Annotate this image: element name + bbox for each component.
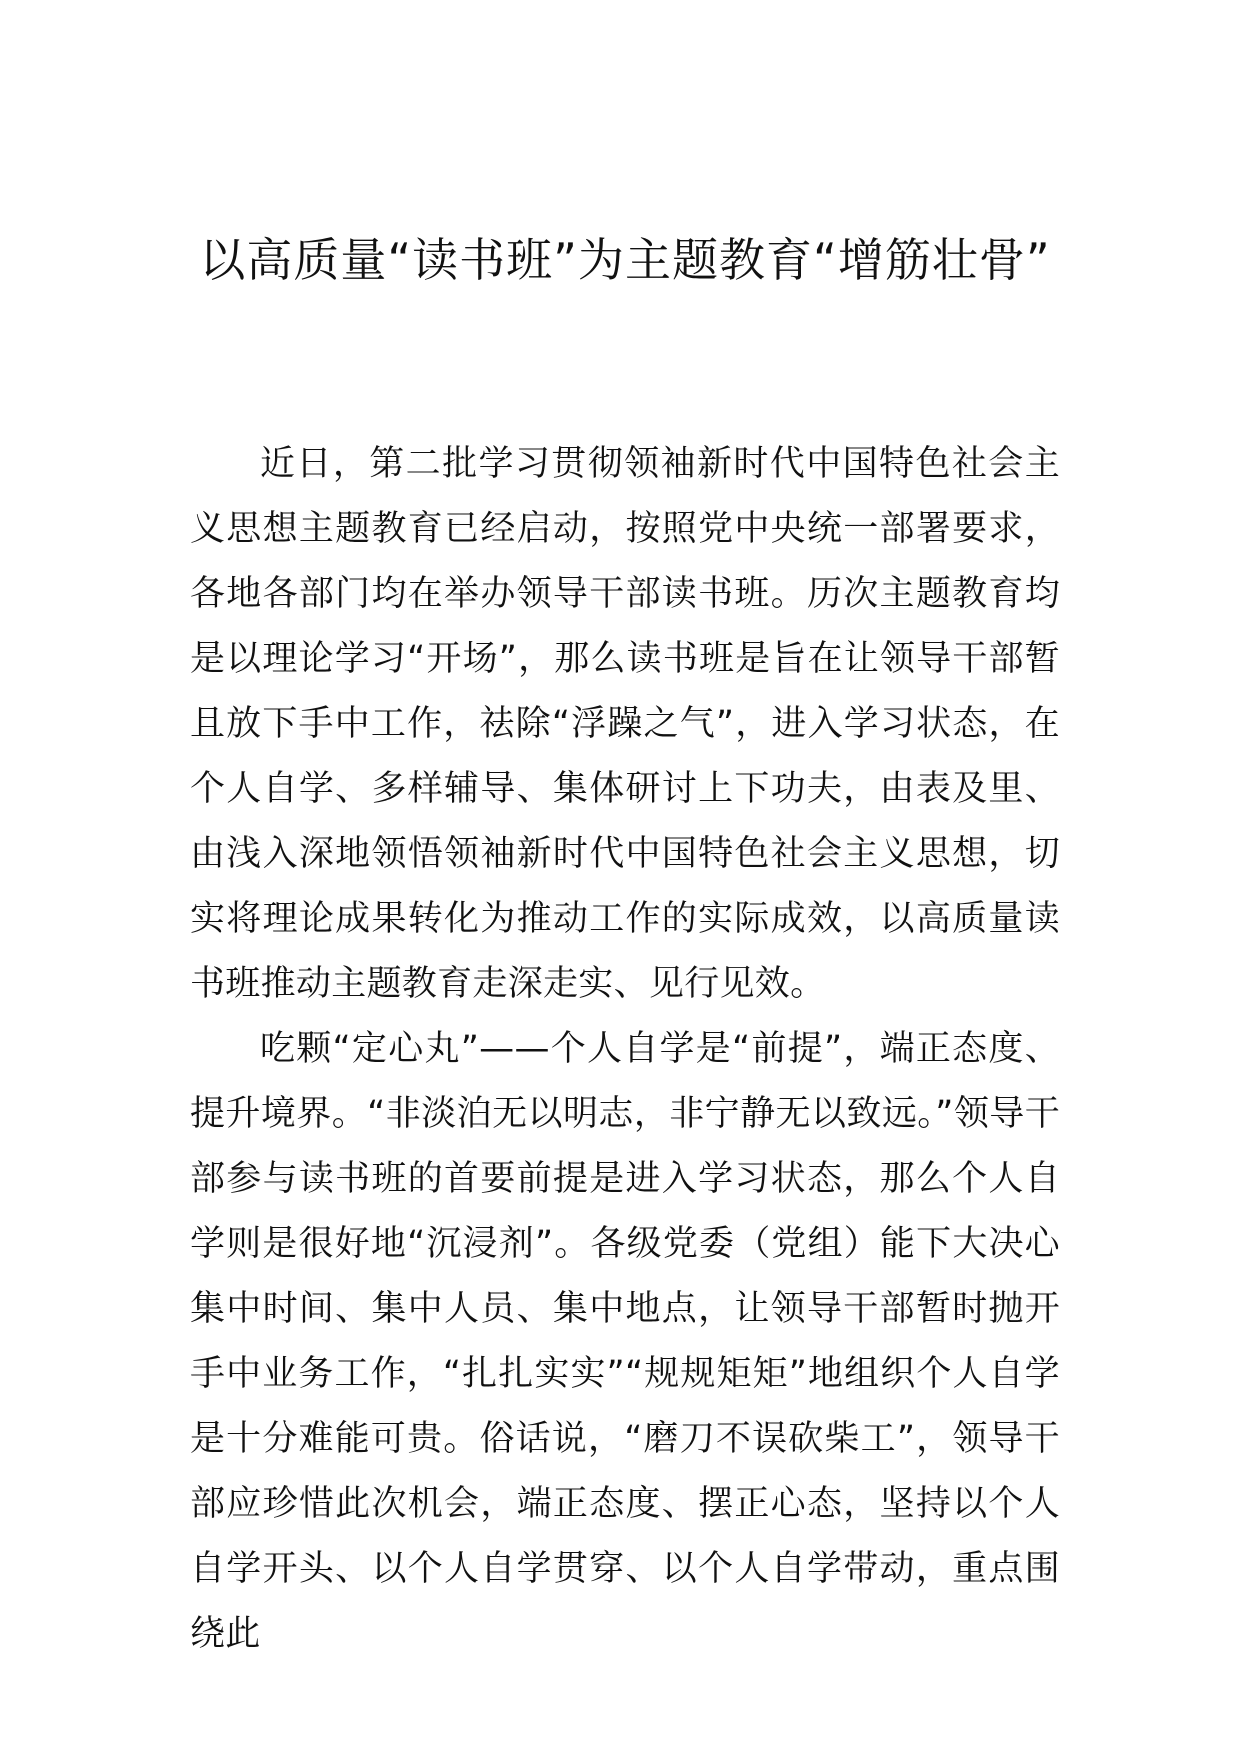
document-body [190,432,1060,1667]
document-title: 以高质量“读书班”为主题教育“增筋壮骨” [199,233,1051,287]
paragraph: 近日，第二批学习贯彻领袖新时代中国特色社会主义思想主题教育已经启动，按照党中央统一部署要求，各地各部门均在举办领导干部读书班。历次主题教育均是以理论学习“开场”，那么读书班是旨在让领导干部暂且放下手中工作，祛除“浮躁之气”，进入学习状态，在个人自学、多样辅导、集体研讨上下功夫，由表及里、由浅入深地领悟领袖新时代中国特色社会主义思想，切实将理论成果转化为推动工作的实际成效，以高质量读书班推动主题教育走深走实、见行见效。 [190,444,1060,1004]
paragraph: 吃颗“定心丸”——个人自学是“前提”，端正态度、提升境界。“非淡泊无以明志，非宁静无以致远。”领导干部参与读书班的首要前提是进入学习状态，那么个人自学则是很好地“沉浸剂”。各级党委（党组）能下大决心集中时间、集中人员、集中地点，让领导干部暂时抛开手中业务工作，“扎扎实实”“规规矩矩”地组织个人自学是十分难能可贵。俗话说，“磨刀不误砍柴工”，领导干部应珍惜此次机会，端正态度、摆正心态，坚持以个人自学开头、以个人自学贯穿、以个人自学带动，重点围绕此 [190,1029,1060,1654]
